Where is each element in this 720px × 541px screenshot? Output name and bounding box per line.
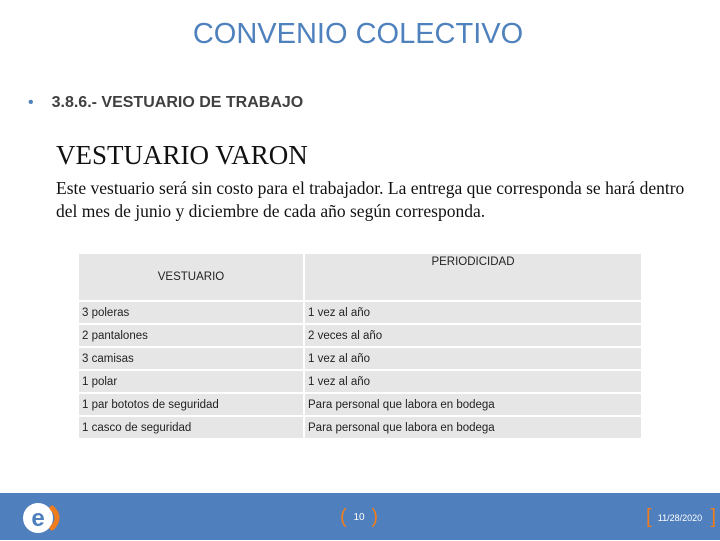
clothing-table: [77, 252, 643, 440]
slide-title: CONVENIO COLECTIVO: [192, 18, 524, 50]
table-row: [79, 325, 641, 346]
table-cell: 2 pantalones: [79, 325, 303, 346]
date-value: 11/28/2020: [657, 513, 703, 523]
body-paragraph: Este vestuario será sin costo para el trabajador. La entrega que corresponda se hará dentro del mes de junio y diciembre de cada año según corresponda.: [56, 178, 685, 221]
table-row: [79, 371, 641, 392]
section-heading: 3.8.6.- VESTUARIO DE TRABAJO: [51, 94, 304, 111]
table-cell: Para personal que labora en bodega: [305, 417, 641, 438]
page-number-value: 10: [353, 512, 365, 523]
table-cell: 3 poleras: [79, 302, 303, 323]
table-cell: Para personal que labora en bodega: [305, 394, 641, 415]
table-cell: 2 veces al año: [305, 325, 641, 346]
table-row: [79, 417, 641, 438]
bracket-right: ]: [710, 506, 716, 528]
column-header-vestuario: VESTUARIO: [79, 254, 303, 300]
slide-date: [646, 506, 716, 530]
table-cell: 3 camisas: [79, 348, 303, 369]
page-number: [340, 506, 378, 530]
table-cell: 1 casco de seguridad: [79, 417, 303, 438]
table-cell: 1 vez al año: [305, 302, 641, 323]
paren-left: (: [340, 506, 347, 528]
table-cell: 1 polar: [79, 371, 303, 392]
table-row: [79, 302, 641, 323]
table-row: [79, 348, 641, 369]
e-logo-icon: [22, 500, 62, 536]
svg-text:e: e: [31, 505, 45, 532]
bracket-left: [: [646, 506, 652, 528]
table-header-row: [79, 254, 641, 300]
bullet-marker: •: [28, 94, 34, 111]
table-cell: 1 par bototos de seguridad: [79, 394, 303, 415]
table-row: [79, 394, 641, 415]
subheading: VESTUARIO VARON: [56, 140, 308, 170]
paren-right: ): [371, 506, 378, 528]
table-cell: 1 vez al año: [305, 348, 641, 369]
column-header-periodicidad: PERIODICIDAD: [305, 254, 641, 300]
table-cell: 1 vez al año: [305, 371, 641, 392]
section-bullet: [28, 94, 303, 112]
